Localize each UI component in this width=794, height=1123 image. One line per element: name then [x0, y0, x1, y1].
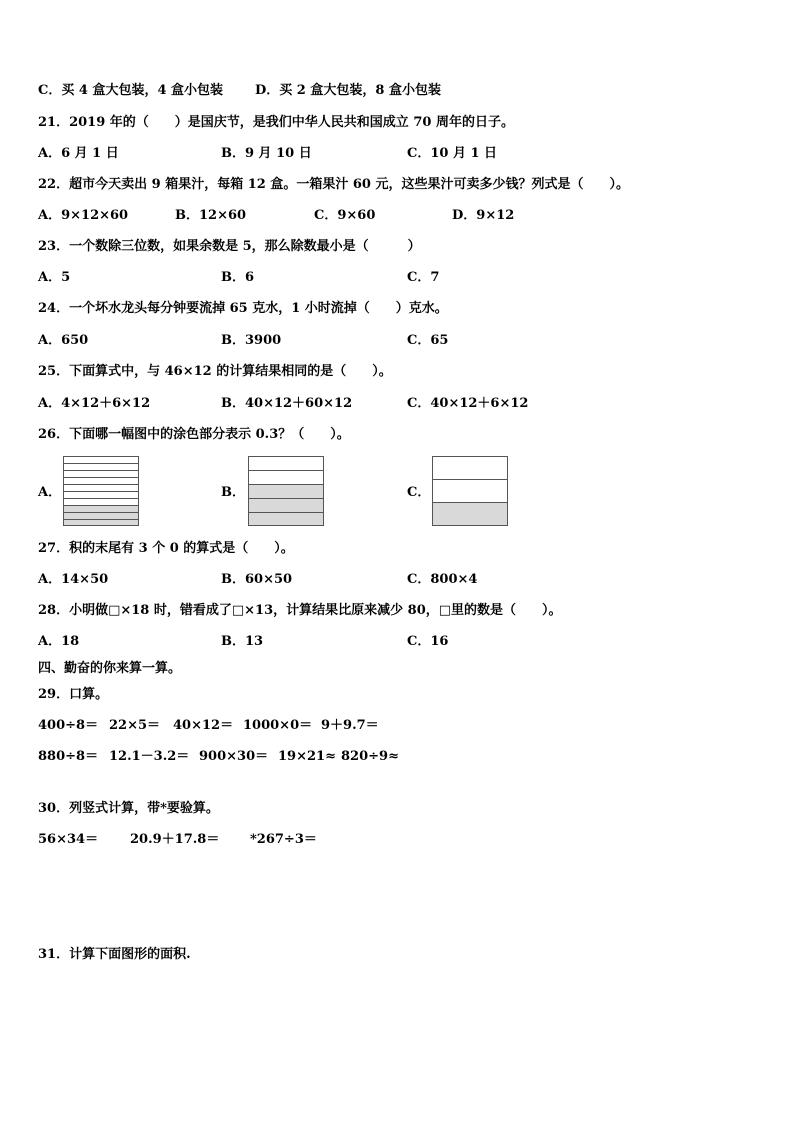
mental-math-item: 400÷8＝ [38, 718, 99, 733]
question-26-option-a: A． [38, 485, 62, 500]
question-25-option-a: A．4×12＋6×12 [38, 396, 151, 411]
question-22-option-c: C．9×60 [314, 208, 376, 223]
question-23-option-a: A．5 [38, 270, 71, 285]
mental-math-item: 19×21≈ [278, 749, 336, 764]
question-30-stem: 30．列竖式计算，带*要验算。 [38, 801, 219, 816]
option-d-prev: D．买 2 盒大包装，8 盒小包装 [255, 83, 441, 98]
vertical-calc-item: 20.9＋17.8＝ [130, 832, 220, 847]
figure-a-strip [64, 471, 138, 478]
question-27-stem: 27．积的末尾有 3 个 0 的算式是（ ）。 [38, 541, 294, 556]
question-25-option-b: B．40×12＋60×12 [221, 396, 353, 411]
vertical-calc-item: 56×34＝ [38, 832, 99, 847]
question-21-option-c: C．10 月 1 日 [407, 146, 498, 161]
figure-a-strip [64, 506, 138, 513]
mental-math-item: 9＋9.7＝ [321, 718, 379, 733]
question-21-stem: 21．2019 年的（ ）是国庆节，是我们中华人民共和国成立 70 周年的日子。 [38, 115, 514, 130]
figure-b-five-strips [248, 456, 324, 526]
question-26-option-b: B． [221, 485, 245, 500]
question-31-stem: 31．计算下面图形的面积. [38, 947, 191, 962]
question-23-option-b: B．6 [221, 270, 255, 285]
question-22-stem: 22．超市今天卖出 9 箱果汁，每箱 12 盒。一箱果汁 60 元，这些果汁可卖多少钱？列式是（ ）。 [38, 177, 629, 192]
mental-math-item: 900×30＝ [199, 749, 269, 764]
mental-math-item: 22×5＝ [109, 718, 161, 733]
question-24-stem: 24．一个坏水龙头每分钟要流掉 65 克水，1 小时流掉（ ）克水。 [38, 301, 448, 316]
figure-a-strip [64, 499, 138, 506]
question-22-option-a: A．9×12×60 [38, 208, 129, 223]
section-4-heading: 四、勤奋的你来算一算。 [38, 661, 182, 676]
question-28-option-b: B．13 [221, 634, 264, 649]
question-28-stem: 28．小明做□×18 时，错看成了□×13，计算结果比原来减少 80，□里的数是（ ）。 [38, 603, 562, 618]
question-24-option-a: A．650 [38, 333, 89, 348]
mental-math-item: 880÷8＝ [38, 749, 99, 764]
question-26-option-c: C． [407, 485, 431, 500]
mental-math-item: 40×12＝ [173, 718, 234, 733]
question-28-option-a: A．18 [38, 634, 80, 649]
figure-a-strip [64, 513, 138, 520]
mental-math-item: 12.1－3.2＝ [109, 749, 190, 764]
figure-a-strip [64, 464, 138, 471]
figure-a-strip [64, 457, 138, 464]
figure-a-ten-strips [63, 456, 139, 526]
question-25-stem: 25．下面算式中，与 46×12 的计算结果相同的是（ ）。 [38, 364, 392, 379]
question-24-option-c: C．65 [407, 333, 449, 348]
figure-c-three-strips [432, 456, 508, 526]
question-21-option-a: A．6 月 1 日 [38, 146, 119, 161]
mental-math-item: 1000×0＝ [243, 718, 313, 733]
figure-a-strip [64, 520, 138, 525]
vertical-calc-item: *267÷3＝ [250, 832, 317, 847]
option-c-prev: C．买 4 盒大包装，4 盒小包装 [38, 83, 224, 98]
question-26-stem: 26．下面哪一幅图中的涂色部分表示 0.3？（ ）。 [38, 427, 350, 442]
figure-a-strip [64, 478, 138, 485]
question-27-option-b: B．60×50 [221, 572, 293, 587]
question-29-stem: 29．口算。 [38, 687, 109, 702]
mental-math-item: 820÷9≈ [341, 749, 399, 764]
question-24-option-b: B．3900 [221, 333, 282, 348]
question-28-option-c: C．16 [407, 634, 449, 649]
question-27-option-a: A．14×50 [38, 572, 109, 587]
question-22-option-d: D．9×12 [452, 208, 515, 223]
figure-a-strip [64, 492, 138, 499]
question-22-option-b: B．12×60 [175, 208, 247, 223]
question-21-option-b: B．9 月 10 日 [221, 146, 312, 161]
question-25-option-c: C．40×12＋6×12 [407, 396, 529, 411]
figure-a-strip [64, 485, 138, 492]
question-23-stem: 23．一个数除三位数，如果余数是 5，那么除数最小是（ ） [38, 239, 421, 254]
question-23-option-c: C．7 [407, 270, 440, 285]
question-27-option-c: C．800×4 [407, 572, 478, 587]
